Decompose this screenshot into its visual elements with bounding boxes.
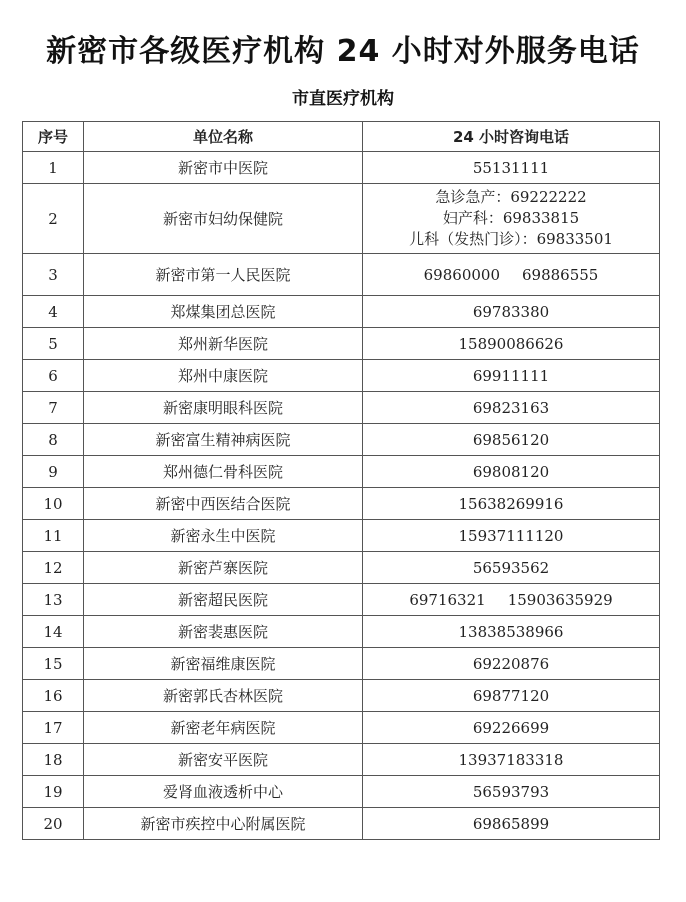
phone-number: 15903635929 — [507, 590, 613, 609]
phone-number: 56593793 — [472, 782, 550, 801]
table-row — [23, 584, 660, 616]
phone-number: 69716321 — [409, 590, 486, 609]
phone-cell — [363, 296, 660, 328]
phone-cell — [363, 184, 660, 254]
table-row — [23, 254, 660, 296]
phone-cell — [363, 360, 660, 392]
phone-cell — [363, 584, 660, 616]
table-row — [23, 328, 660, 360]
phone-number: 69220876 — [472, 654, 550, 673]
unit-name: 郑州中康医院 — [84, 360, 363, 392]
unit-name: 新密郭氏杏林医院 — [84, 680, 363, 712]
phone-cell — [363, 648, 660, 680]
table-row — [23, 776, 660, 808]
header-number: 序号 — [23, 122, 84, 152]
unit-name: 新密裴惠医院 — [84, 616, 363, 648]
phone-number: 69886555 — [522, 265, 599, 284]
table-row — [23, 456, 660, 488]
phone-number: 69860000 — [423, 265, 500, 284]
table-row — [23, 808, 660, 840]
page-title: 新密市各级医疗机构 24 小时对外服务电话 — [46, 34, 640, 69]
table-row — [23, 296, 660, 328]
row-number: 1 — [23, 152, 84, 184]
row-number: 10 — [23, 488, 84, 520]
hotline-table — [22, 121, 660, 840]
phone-cell — [363, 392, 660, 424]
unit-name: 新密市中医院 — [84, 152, 363, 184]
row-number: 14 — [23, 616, 84, 648]
phone-cell — [363, 328, 660, 360]
table-row — [23, 648, 660, 680]
row-number: 4 — [23, 296, 84, 328]
row-number: 11 — [23, 520, 84, 552]
unit-name: 新密福维康医院 — [84, 648, 363, 680]
table-row — [23, 360, 660, 392]
table-row — [23, 488, 660, 520]
row-number: 20 — [23, 808, 84, 840]
table-row — [23, 184, 660, 254]
unit-name: 新密市第一人民医院 — [84, 254, 363, 296]
table-row — [23, 392, 660, 424]
phone-cell — [363, 616, 660, 648]
row-number: 6 — [23, 360, 84, 392]
phone-number: 69877120 — [472, 686, 550, 705]
phone-number: 15638269916 — [458, 494, 564, 513]
phone-number: 69823163 — [472, 398, 550, 417]
row-number: 13 — [23, 584, 84, 616]
row-number: 2 — [23, 184, 84, 254]
unit-name: 新密安平医院 — [84, 744, 363, 776]
phone-cell — [363, 712, 660, 744]
phone-cell — [363, 552, 660, 584]
phone-number: 69808120 — [472, 462, 550, 481]
unit-name: 新密中西医结合医院 — [84, 488, 363, 520]
section-subtitle: 市直医疗机构 — [292, 89, 394, 109]
row-number: 18 — [23, 744, 84, 776]
unit-name: 新密市妇幼保健院 — [84, 184, 363, 254]
phone-number: 儿科（发热门诊）：69833501 — [409, 230, 613, 248]
header-unit-name: 单位名称 — [84, 122, 363, 152]
row-number: 5 — [23, 328, 84, 360]
phone-number: 69783380 — [472, 302, 550, 321]
phone-cell — [363, 680, 660, 712]
table-row — [23, 520, 660, 552]
table-row — [23, 424, 660, 456]
phone-number: 13937183318 — [458, 750, 564, 769]
unit-name: 新密老年病医院 — [84, 712, 363, 744]
row-number: 9 — [23, 456, 84, 488]
unit-name: 新密市疾控中心附属医院 — [84, 808, 363, 840]
row-number: 16 — [23, 680, 84, 712]
phone-cell — [363, 456, 660, 488]
table-row — [23, 616, 660, 648]
phone-number: 15890086626 — [458, 334, 564, 353]
table-row — [23, 680, 660, 712]
row-number: 7 — [23, 392, 84, 424]
phone-cell — [363, 744, 660, 776]
phone-number: 13838538966 — [458, 622, 564, 641]
phone-cell — [363, 152, 660, 184]
phone-number: 55131111 — [472, 158, 550, 177]
unit-name: 新密康明眼科医院 — [84, 392, 363, 424]
phone-number: 69856120 — [472, 430, 550, 449]
header-phone: 24 小时咨询电话 — [363, 122, 660, 152]
unit-name: 爱肾血液透析中心 — [84, 776, 363, 808]
phone-number: 69226699 — [472, 718, 550, 737]
row-number: 17 — [23, 712, 84, 744]
table-row — [23, 712, 660, 744]
row-number: 12 — [23, 552, 84, 584]
phone-cell — [363, 488, 660, 520]
phone-number: 急诊急产：69222222 — [435, 188, 587, 206]
unit-name: 新密富生精神病医院 — [84, 424, 363, 456]
phone-number: 69865899 — [472, 814, 550, 833]
phone-number: 56593562 — [472, 558, 550, 577]
row-number: 15 — [23, 648, 84, 680]
row-number: 19 — [23, 776, 84, 808]
phone-number: 妇产科：69833815 — [442, 209, 580, 227]
unit-name: 郑州德仁骨科医院 — [84, 456, 363, 488]
row-number: 3 — [23, 254, 84, 296]
unit-name: 新密超民医院 — [84, 584, 363, 616]
phone-number: 69911111 — [472, 366, 550, 385]
table-row — [23, 552, 660, 584]
phone-cell — [363, 808, 660, 840]
unit-name: 郑州新华医院 — [84, 328, 363, 360]
row-number: 8 — [23, 424, 84, 456]
unit-name: 新密芦寨医院 — [84, 552, 363, 584]
phone-cell — [363, 254, 660, 296]
table-row — [23, 744, 660, 776]
phone-cell — [363, 520, 660, 552]
phone-cell — [363, 424, 660, 456]
table-body — [23, 152, 660, 840]
unit-name: 郑煤集团总医院 — [84, 296, 363, 328]
table-row — [23, 152, 660, 184]
phone-number: 15937111120 — [458, 526, 564, 545]
phone-cell — [363, 776, 660, 808]
unit-name: 新密永生中医院 — [84, 520, 363, 552]
table-header-row — [23, 122, 660, 152]
